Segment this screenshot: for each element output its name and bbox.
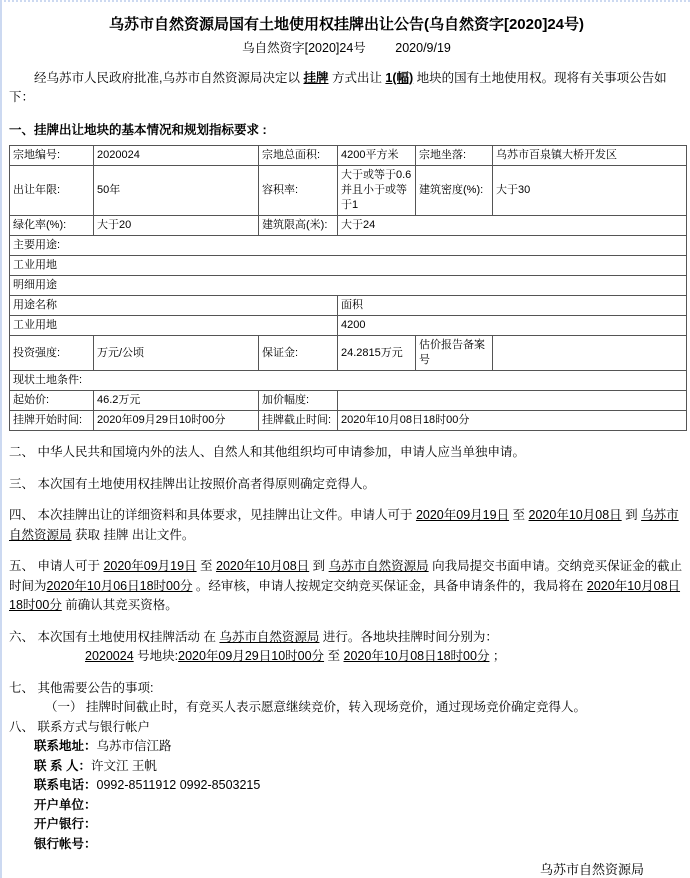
table-row-use-value — [10, 316, 687, 336]
s6-line-1 — [9, 628, 684, 648]
cell-use-name-value: 工业用地 — [10, 316, 338, 336]
contact-phone-value: 0992-8511912 0992-8503215 — [96, 778, 261, 792]
s5-text-6: 前确认其竞买资格。 — [61, 598, 178, 612]
cell-main-use-label: 主要用途: — [10, 236, 687, 256]
cell-parcel-no-label: 宗地编号: — [10, 146, 94, 166]
cell-deposit-label: 保证金: — [259, 336, 338, 371]
s6-text-4: 至 — [324, 649, 344, 663]
s5-org-name: 乌苏市自然资源局 — [328, 559, 429, 573]
s5-text-2: 至 — [196, 559, 217, 573]
section-8-heading: 八、 联系方式与银行帐户 — [9, 719, 150, 734]
cell-listing-end-value: 2020年10月08日18时00分 — [338, 411, 687, 431]
cell-density-value: 大于30 — [493, 166, 687, 216]
contact-person-value: 许文江 王帆 — [90, 758, 157, 773]
table-row-main-use-value — [10, 256, 687, 276]
doc-meta-line — [9, 39, 684, 59]
land-info-table — [9, 145, 687, 431]
doc-date: 2020/9/19 — [395, 41, 451, 55]
account-unit-label: 开户单位： — [34, 797, 97, 812]
bank-account-row — [9, 835, 684, 855]
plot-ratio-line2: 并且小于或等于1 — [341, 184, 407, 211]
cell-main-use-value: 工业用地 — [10, 256, 687, 276]
table-row-detail-use — [10, 276, 687, 296]
section-8 — [9, 718, 684, 855]
s4-date-from: 2020年09月19日 — [415, 508, 510, 522]
s4-text-2: 至 — [509, 508, 529, 522]
cell-height-limit-label: 建筑限高(米): — [259, 216, 338, 236]
cell-start-price-value: 46.2万元 — [94, 391, 259, 411]
s4-text-3: 到 — [621, 508, 642, 522]
section-7 — [9, 679, 684, 718]
cell-plot-ratio-label: 容积率: — [259, 166, 338, 216]
cell-location-value: 乌苏市百泉镇大桥开发区 — [493, 146, 687, 166]
s6-line-2 — [9, 647, 684, 667]
s6-text-2: 进行。各地块挂牌时间分别为： — [319, 629, 498, 644]
intro-text-2: 方式出让 — [328, 70, 386, 85]
contact-person-row — [9, 757, 684, 777]
cell-listing-start-value: 2020年09月29日10时00分 — [94, 411, 259, 431]
cell-land-condition-label: 现状土地条件: — [10, 371, 687, 391]
cell-area-header: 面积 — [338, 296, 687, 316]
cell-investment-label: 投资强度: — [10, 336, 94, 371]
s4-org-name: 乌苏市自然资源局 — [9, 508, 679, 542]
cell-listing-end-label: 挂牌截止时间: — [259, 411, 338, 431]
account-unit-row — [9, 796, 684, 816]
s5-text-1: 五、 申请人可于 — [9, 559, 104, 573]
table-row-start-price — [10, 391, 687, 411]
cell-tenure-value: 50年 — [94, 166, 259, 216]
section-6 — [9, 628, 684, 667]
doc-number: 乌自然资字[2020]24号 — [242, 41, 366, 55]
cell-green-rate-label: 绿化率(%): — [10, 216, 94, 236]
intro-paragraph — [9, 69, 684, 108]
cell-plot-ratio-value — [338, 166, 416, 216]
section-4 — [9, 506, 684, 545]
s6-listing-end-time: 2020年10月08日18时00分 — [343, 649, 490, 663]
cell-total-area-value: 4200平方米 — [338, 146, 416, 166]
s5-deposit-deadline: 2020年10月06日18时00分 — [46, 578, 193, 593]
s5-date-from: 2020年09月19日 — [103, 559, 197, 573]
intro-text-1: 经乌苏市人民政府批准,乌苏市自然资源局决定以 — [34, 70, 304, 85]
bank-account-label: 银行帐号： — [34, 836, 97, 851]
s5-text-3: 到 — [309, 559, 329, 573]
cell-parcel-no-value: 2020024 — [94, 146, 259, 166]
s5-text-4: 向我局提交书面申请。交纳竞买保证金的截止时间为 — [9, 559, 683, 593]
s6-parcel-id: 2020024 — [85, 649, 134, 663]
contact-person-label: 联 系 人： — [34, 758, 91, 773]
cell-appraisal-no-label: 估价报告备案号 — [416, 336, 493, 371]
cell-density-label: 建筑密度(%): — [416, 166, 493, 216]
s5-date-to: 2020年10月08日 — [216, 559, 310, 573]
s6-text-3: 号地块: — [133, 649, 179, 663]
table-row-land-condition — [10, 371, 687, 391]
table-row-green — [10, 216, 687, 236]
table-row-use-header — [10, 296, 687, 316]
section-7-heading: 七、 其他需要公告的事项: — [9, 680, 154, 695]
section-1-heading: 一、挂牌出让地块的基本情况和规划指标要求 : — [9, 122, 267, 137]
s4-text-4: 获取 挂牌 出让文件。 — [71, 527, 195, 542]
s4-date-to: 2020年10月08日 — [528, 508, 622, 522]
cell-location-label: 宗地坐落: — [416, 146, 493, 166]
cell-start-price-label: 起始价: — [10, 391, 94, 411]
cell-use-name-header: 用途名称 — [10, 296, 338, 316]
s6-org-name: 乌苏市自然资源局 — [219, 629, 320, 644]
table-row-tenure — [10, 166, 687, 216]
section-5 — [9, 557, 684, 616]
s6-text-1: 六、 本次国有土地使用权挂牌活动 在 — [9, 629, 220, 644]
cell-appraisal-no-value — [493, 336, 687, 371]
contact-address-value: 乌苏市信江路 — [96, 739, 172, 753]
table-row-listing-time — [10, 411, 687, 431]
cell-green-rate-value: 大于20 — [94, 216, 259, 236]
cell-area-value: 4200 — [338, 316, 687, 336]
table-row-parcel — [10, 146, 687, 166]
contact-address-row — [9, 737, 684, 757]
cell-deposit-value: 24.2815万元 — [338, 336, 416, 371]
cell-listing-start-label: 挂牌开始时间: — [10, 411, 94, 431]
contact-address-label: 联系地址： — [34, 739, 97, 753]
section-7-item-1: （一） 挂牌时间截止时，有竞买人表示愿意继续竞价，转入现场竞价，通过现场竞价确定竞得人。 — [45, 700, 586, 714]
section-2: 二、 中华人民共和国境内外的法人、自然人和其他组织均可申请参加，申请人应当单独申请。 — [9, 445, 525, 459]
listing-method: 挂牌 — [303, 70, 329, 85]
table-row-main-use-label — [10, 236, 687, 256]
contact-phone-row — [9, 776, 684, 796]
cell-total-area-label: 宗地总面积: — [259, 146, 338, 166]
signature-org: 乌苏市自然资源局 — [539, 862, 644, 877]
contact-phone-label: 联系电话： — [34, 778, 97, 792]
bank-name-row — [9, 815, 684, 835]
s6-text-5: ； — [489, 649, 506, 663]
parcel-count: 1(幅) — [385, 70, 414, 85]
cell-increment-value — [338, 391, 687, 411]
cell-height-limit-value: 大于24 — [338, 216, 687, 236]
cell-increment-label: 加价幅度: — [259, 391, 338, 411]
s5-confirm-deadline: 2020年10月08日18时00分 — [9, 578, 681, 612]
cell-detail-use-label: 明细用途 — [10, 276, 687, 296]
bank-name-label: 开户银行： — [34, 817, 97, 831]
table-row-investment — [10, 336, 687, 371]
plot-ratio-line1: 大于或等于0.6 — [341, 169, 412, 181]
intro-text-3: 地块的国有土地使用权。现将有关事项公告如下： — [9, 70, 667, 104]
s6-listing-start-time: 2020年09月29日10时00分 — [178, 649, 325, 663]
section-3: 三、 本次国有土地使用权挂牌出让按照价高者得原则确定竞得人。 — [9, 476, 375, 491]
cell-tenure-label: 出让年限: — [10, 166, 94, 216]
cell-investment-value: 万元/公顷 — [94, 336, 259, 371]
page-title: 乌苏市自然资源局国有土地使用权挂牌出让公告(乌自然资字[2020]24号) — [108, 16, 585, 33]
s5-text-5: 。经审核，申请人按规定交纳竞买保证金，具备申请条件的，我局将在 — [192, 578, 587, 593]
s4-text-1: 四、 本次挂牌出让的详细资料和具体要求，见挂牌出让文件。申请人可于 — [9, 508, 416, 522]
